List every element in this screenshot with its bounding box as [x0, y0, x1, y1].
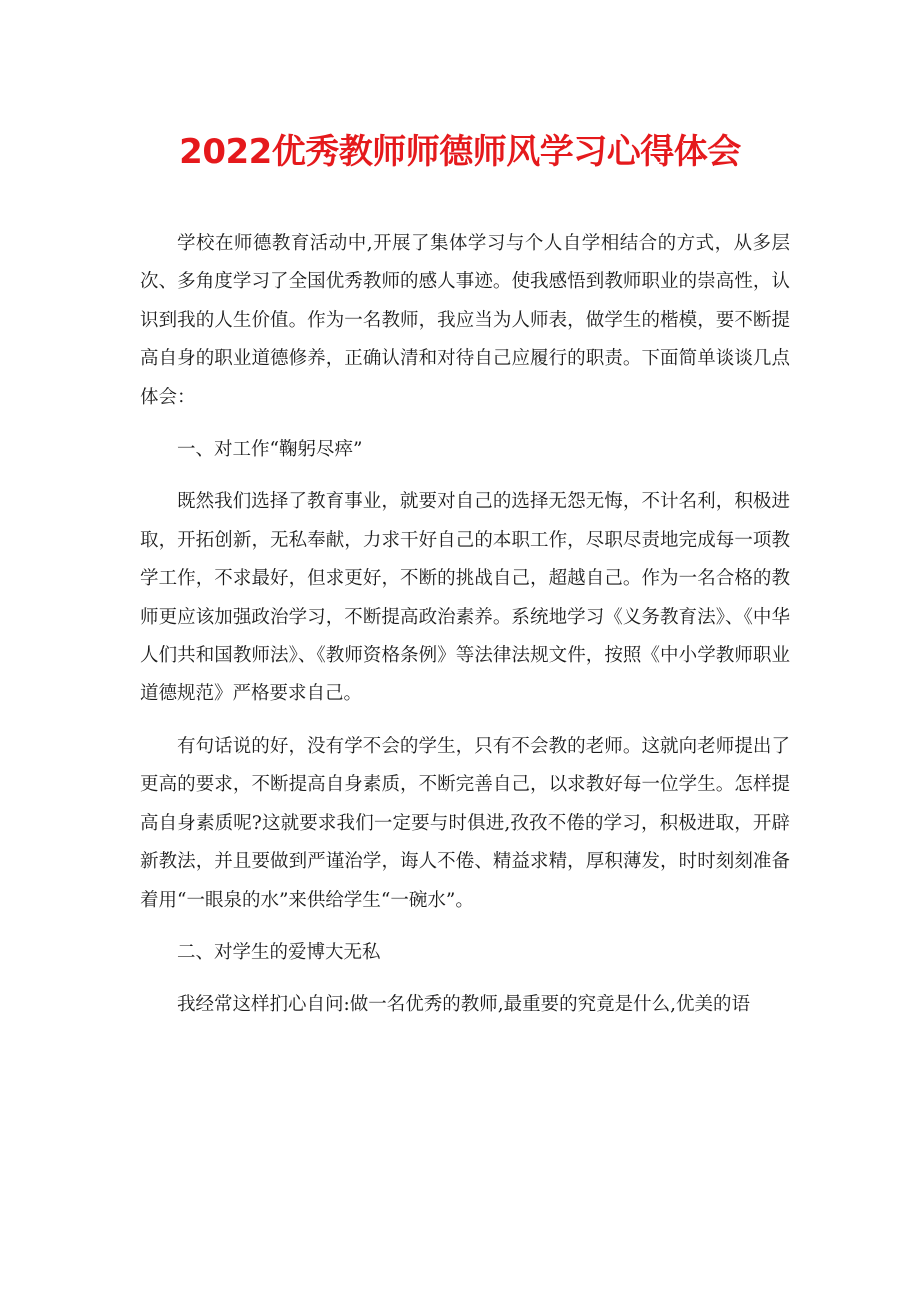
section-2-paragraph-1: 我经常这样扪心自问:做一名优秀的教师,最重要的究竟是什么,优美的语: [177, 994, 750, 1016]
section-1-paragraph-1: 既然我们选择了教育事业，就要对自己的选择无怨无悔，不计名利，积极进取，开拓创新，无私奉献，力求干好自己的本职工作，尽职尽责地完成每一项教学工作，不求最好，但求更好，不断的挑战自己，超越自己。作为一名合格的教师更应该加强政治学习，不断提高政治素养。系统地学习《义务教育法》、《中华人们共和国教师法》、《教师资格条例》等法律法规文件，按照《中小学教师职业道德规范》严格要求自己。: [140, 491, 790, 705]
section-heading-1: 一、对工作“鞠躬尽瘁”: [177, 439, 363, 461]
intro-paragraph: 学校在师德教育活动中,开展了集体学习与个人自学相结合的方式，从多层次、多角度学习了全国优秀教师的感人事迹。使我感悟到教师职业的崇高性，认识到我的人生价值。作为一名教师，我应当为人师表，做学生的楷模，要不断提高自身的职业道德修养，正确认清和对待自己应履行的职责。下面简单谈谈几点体会：: [140, 233, 790, 408]
section-heading-2: 二、对学生的爱博大无私: [177, 941, 381, 963]
section-1-paragraph-2: 有句话说的好，没有学不会的学生，只有不会教的老师。这就向老师提出了更高的要求，不断提高自身素质，不断完善自己，以求教好每一位学生。怎样提高自身素质呢?这就要求我们一定要与时俱进,孜孜不倦的学习，积极进取，开辟新教法，并且要做到严谨治学，诲人不倦、精益求精，厚积薄发，时时刻刻准备着用“一眼泉的水”来供给学生“一碗水”。: [140, 735, 790, 911]
document-body: [140, 225, 790, 1025]
document-title: 2022优秀教师师德师风学习心得体会: [179, 132, 741, 172]
